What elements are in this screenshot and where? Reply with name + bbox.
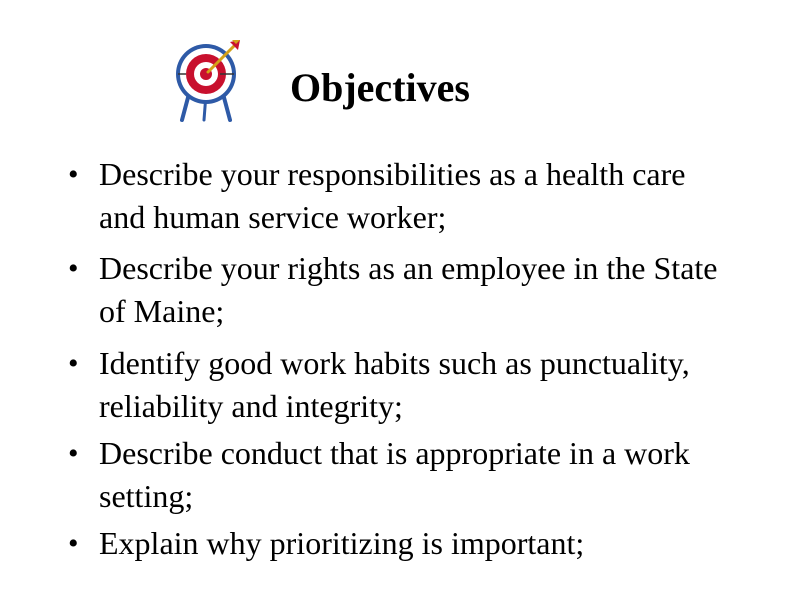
list-item-text: Describe your rights as an employee in the State of Maine; <box>99 250 718 329</box>
list-item-text: Identify good work habits such as punctuality, reliability and integrity; <box>99 345 690 424</box>
list-item-text: Describe conduct that is appropriate in a work setting; <box>99 435 690 514</box>
list-item-text: Explain why prioritizing is important; <box>99 525 585 561</box>
list-item-text: Describe your responsibilities as a health care and human service worker; <box>99 156 686 235</box>
slide-title: Objectives <box>290 65 470 110</box>
bullet-icon: • <box>68 347 79 380</box>
bullet-icon: • <box>68 252 79 285</box>
bullet-icon: • <box>68 437 79 470</box>
target-with-arrow-icon <box>170 38 242 122</box>
bullet-icon: • <box>68 158 79 191</box>
bullet-icon: • <box>68 527 79 560</box>
